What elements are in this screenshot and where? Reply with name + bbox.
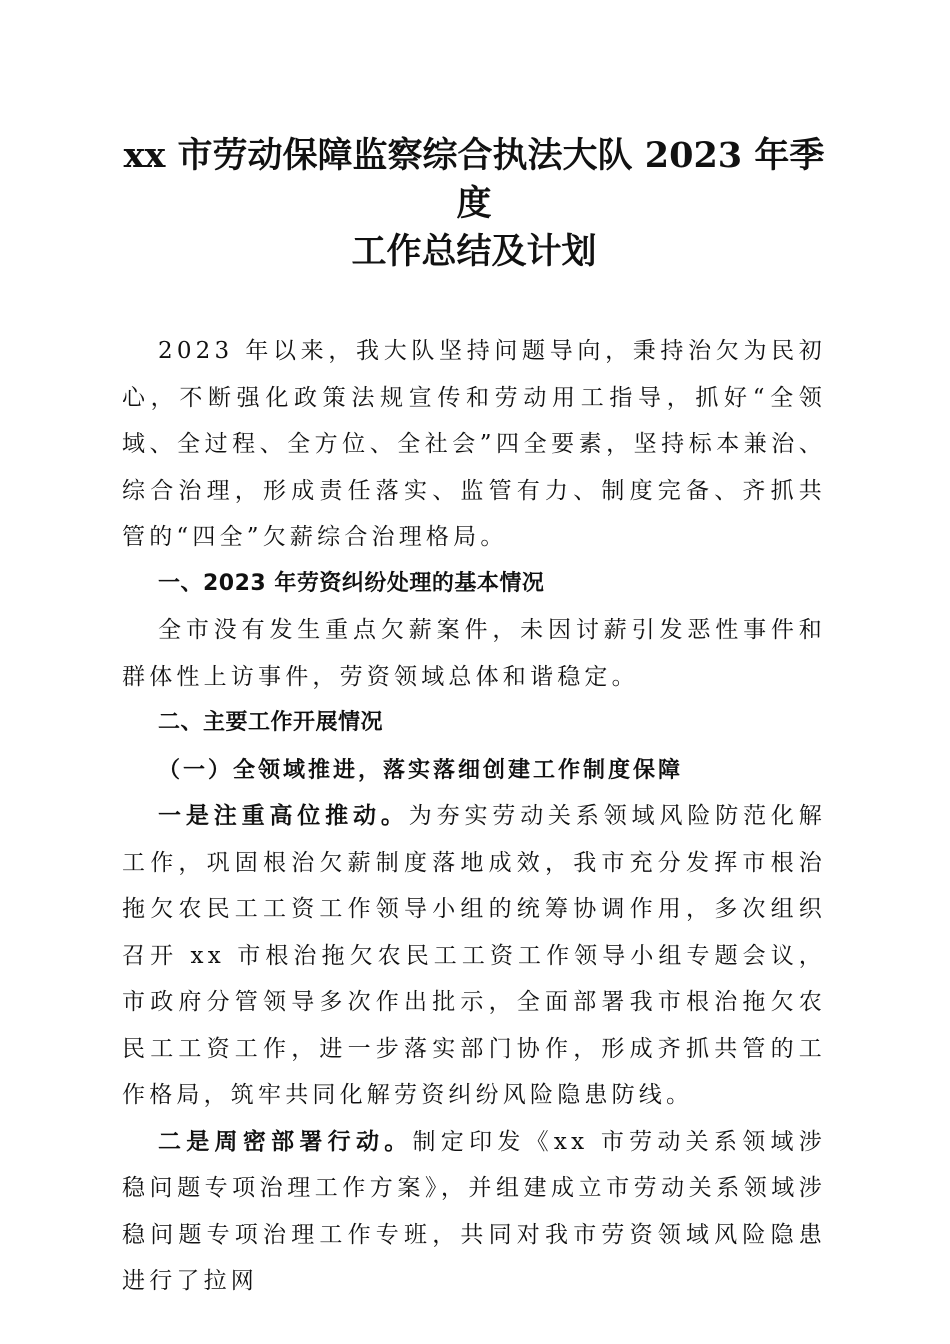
subsection-1-heading: （一）全领域推进，落实落细创建工作制度保障	[158, 756, 684, 783]
document-title	[122, 132, 826, 276]
title-line-1: xx 市劳动保障监察综合执法大队 2023 年季度	[123, 135, 825, 224]
title-line-2: 工作总结及计划	[351, 231, 597, 272]
point-2-body: 制定印发《xx 市劳动关系领域涉稳问题专项治理工作方案》，并组建成立市劳动关系领域涉稳问题专项治理工作专班，共同对我市劳资领域风险隐患进行了拉网	[122, 1128, 826, 1294]
point-2-paragraph	[122, 1119, 826, 1305]
point-1-lead: 一是注重高位推动。	[158, 802, 409, 829]
point-1-paragraph	[122, 793, 826, 1119]
point-1-body: 为夯实劳动关系领域风险防范化解工作，巩固根治欠薪制度落地成效，我市充分发挥市根治拖欠农民工工资工作领导小组的统筹协调作用，多次组织召开 xx 市根治拖欠农民工工资工作领导小组专题会议，市政府分管领导多次作出批示，全面部署我市根治拖欠农民工工资工作，进一步落实部门协作，形成齐抓共管的工作格局，筑牢共同化解劳资纠纷风险隐患防线。	[122, 803, 826, 1108]
section-2-heading: 二、主要工作开展情况	[158, 710, 384, 735]
point-2-lead: 二是周密部署行动。	[158, 1127, 413, 1155]
section-1-paragraph: 全市没有发生重点欠薪案件，未因讨薪引发恶性事件和群体性上访事件，劳资领域总体和谐稳定。	[122, 617, 826, 690]
section-1-heading: 一、2023 年劳资纠纷处理的基本情况	[158, 570, 545, 596]
intro-paragraph: 2023 年以来，我大队坚持问题导向，秉持治欠为民初心，不断强化政策法规宣传和劳动用工指导，抓好“全领域、全过程、全方位、全社会”四全要素，坚持标本兼治、综合治理，形成责任落实、监管有力、制度完备、齐抓共管的“四全”欠薪综合治理格局。	[122, 338, 826, 550]
